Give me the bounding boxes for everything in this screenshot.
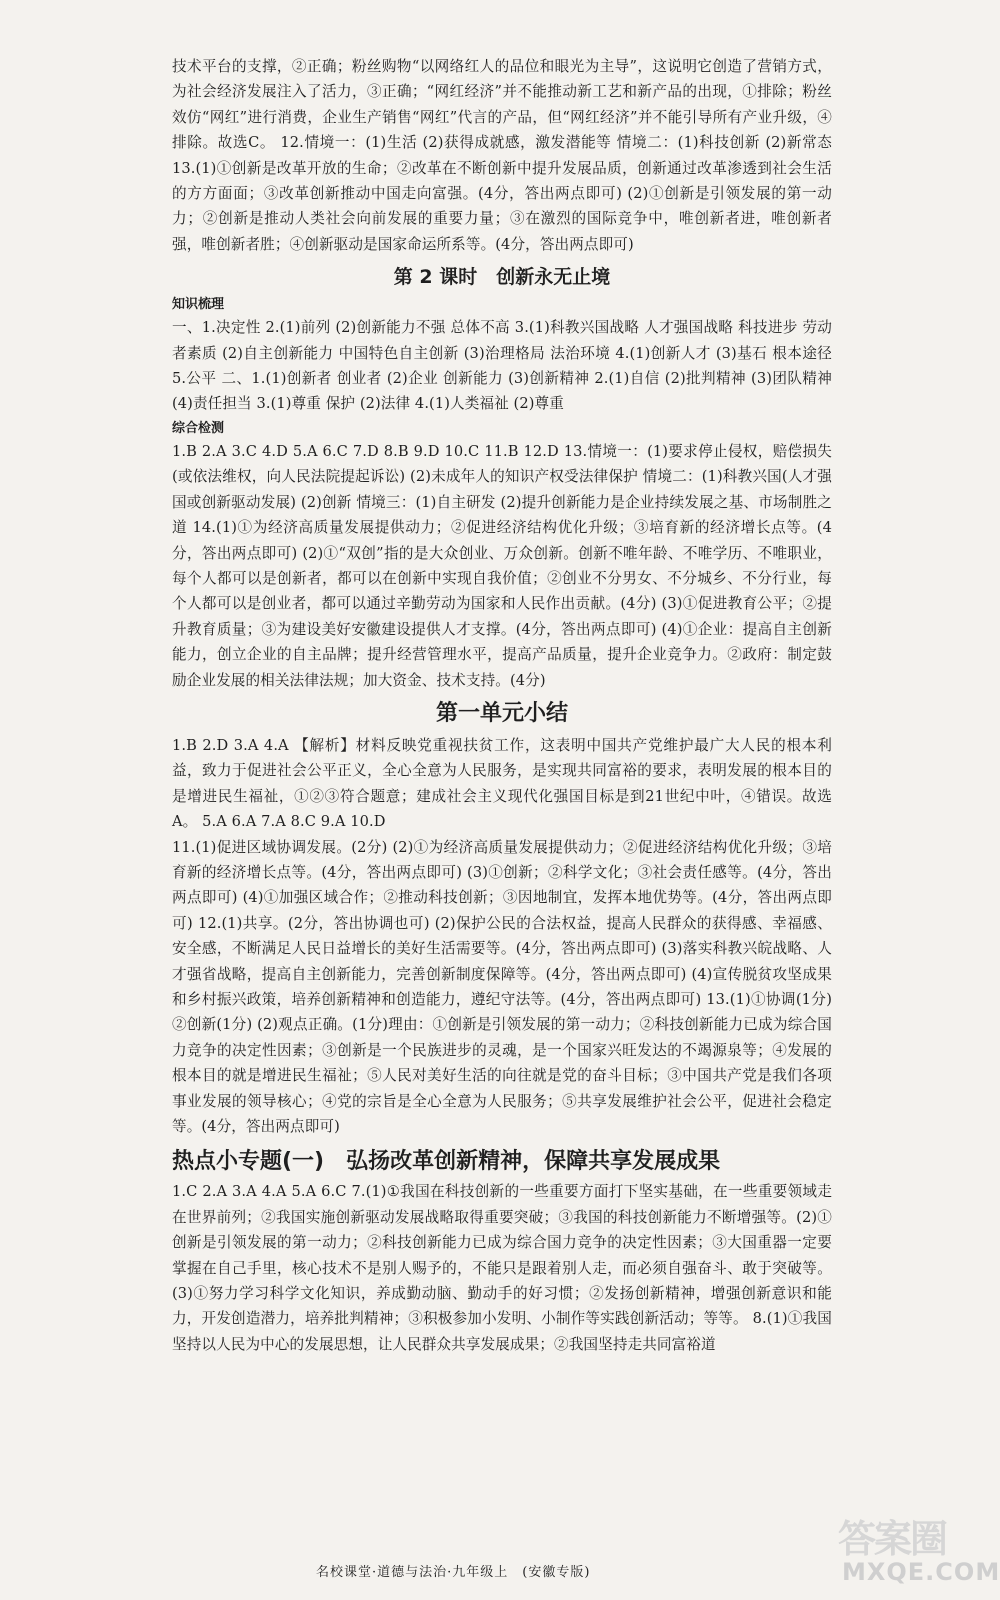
page-footer: 名校课堂·道德与法治·九年级上 (安徽专版) [316, 1565, 591, 1580]
hot-topic-title: 热点小专题(一) 弘扬改革创新精神，保障共享发展成果 [172, 1149, 721, 1175]
test-heading: 综合检测 [172, 420, 225, 436]
answer-column [172, 54, 832, 1357]
watermark [838, 1508, 1000, 1594]
knowledge-heading: 知识梳理 [172, 297, 225, 313]
hot-topic-answers: 1.C 2.A 3.A 4.A 5.A 6.C 7.(1)①我国在科技创新的一些重要方面打下坚实基础，在一些重要领域走在世界前列；②我国实施创新驱动发展战略取得重要突破；③我国的科技创新能力不断增强等。(2)①创新是引领发展的第一动力；②科技创新能力已成为综合国力竞争的决定性因素；③大国重器一定要掌握在自己手里，核心技术不是别人赐予的，不能只是跟着别人走，而必须自强奋斗、敢于突破等。(3)①努力学习科学文化知识，养成勤动脑、勤动手的好习惯；②发扬创新精神，增强创新意识和能力，开发创造潜力，培养批判精神；③积极参加小发明、小制作等实践创新活动；等等。 8.(1)①我国坚持以人民为中心的发展思想，让人民群众共享发展成果；②我国坚持走共同富裕道 [172, 1183, 832, 1353]
knowledge-answers: 一、1.决定性 2.(1)前列 (2)创新能力不强 总体不高 3.(1)科教兴国战略 人才强国战略 科技进步 劳动者素质 (2)自主创新能力 中国特色自主创新 (3)治理格局 法治环境 4.(1)创新人才 (3)基石 根本途径 5.公平 二、1.(1)创新者 创业者 (2)企业 创新能力 (3)创新精神 2.(1)自信 (2)批判精神 (3)团队精神 (4)责任担当 3.(1)尊重 保护 (2)法律 4.(1)人类福祉 (2)尊重 [172, 319, 832, 413]
test-answers: 1.B 2.A 3.C 4.D 5.A 6.C 7.D 8.B 9.D 10.C 11.B 12.D 13.情境一：(1)要求停止侵权，赔偿损失(或依法维权，向人民法院提起诉讼) (2)未成年人的知识产权受法律保护 情境二：(1)科教兴国(人才强国或创新驱动发展) (2)创新 情境三：(1)自主研发 (2)提升创新能力是企业持续发展之基、市场制胜之道 14.(1)①为经济高质量发展提供动力；②促进经济结构优化升级；③培育新的经济增长点等。(4分，答出两点即可) (2)①“双创”指的是大众创业、万众创新。创新不唯年龄、不唯学历、不唯职业，每个人都可以是创新者，都可以在创新中实现自我价值；②创业不分男女、不分城乡、不分行业，每个人都可以是创业者，都可以通过辛勤劳动为国家和人民作出贡献。(4分) (3)①促进教育公平；②提升教育质量；③为建设美好安徽建设提供人才支撑。(4分，答出两点即可) (4)①企业：提高自主创新能力，创立企业的自主品牌；提升经营管理水平，提高产品质量，提升企业竞争力。②政府：制定鼓励企业发展的相关法律法规；加大资金、技术支持。(4分) [172, 442, 832, 689]
unit1-answers-part1: 1.B 2.D 3.A 4.A 【解析】材料反映党重视扶贫工作，这表明中国共产党维护最广大人民的根本利益，致力于促进社会公平正义，全心全意为人民服务，是实现共同富裕的要求，表明发展的根本目的是增进民生福祉，①②③符合题意；建成社会主义现代化强国目标是到21世纪中叶，④错误。故选A。 5.A 6.A 7.A 8.C 9.A 10.D [172, 736, 832, 831]
continued-answer-paragraph: 技术平台的支撑，②正确；粉丝购物“以网络红人的品位和眼光为主导”，这说明它创造了营销方式，为社会经济发展注入了活力，③正确；“网红经济”并不能推动新工艺和新产品的出现，①排除；粉丝效仿“网红”进行消费，企业生产销售“网红”代言的产品，但“网红经济”并不能引导所有产业升级，④排除。故选C。 12.情境一：(1)生活 (2)获得成就感，激发潜能等 情境二：(1)科技创新 (2)新常态 13.(1)①创新是改革开放的生命；②改革在不断创新中提升发展品质，创新通过改革渗透到社会生活的方方面面；③改革创新推动中国走向富强。(4分，答出两点即可) (2)①创新是引领发展的第一动力；②创新是推动人类社会向前发展的重要力量；③在激烈的国际竞争中，唯创新者进，唯创新者强，唯创新者胜；④创新驱动是国家命运所系等。(4分，答出两点即可) [172, 58, 832, 253]
unit1-answers-part2: 11.(1)促进区域协调发展。(2分) (2)①为经济高质量发展提供动力；②促进经济结构优化升级；③培育新的经济增长点等。(4分，答出两点即可) (3)①创新；②科学文化；③社会责任感等。(4分，答出两点即可) (4)①加强区域合作；②推动科技创新；③因地制宜，发挥本地优势等。(4分，答出两点即可) 12.(1)共享。(2分，答出协调也可) (2)保护公民的合法权益，提高人民群众的获得感、幸福感、安全感，不断满足人民日益增长的美好生活需要等。(4分，答出两点即可) (3)落实科教兴皖战略、人才强省战略，提高自主创新能力，完善创新制度保障等。(4分，答出两点即可) (4)宣传脱贫攻坚成果和乡村振兴政策，培养创新精神和创造能力，遵纪守法等。(4分，答出两点即可) 13.(1)①协调(1分) ②创新(1分) (2)观点正确。(1分)理由：①创新是引领发展的第一动力；②科技创新能力已成为综合国力竞争的决定性因素；③创新是一个民族进步的灵魂，是一个国家兴旺发达的不竭源泉等；④发展的根本目的就是增进民生福祉；⑤人民对美好生活的向往就是党的奋斗目标；③中国共产党是我们各项事业发展的领导核心；④党的宗旨是全心全意为人民服务；⑤共享发展维护社会公平，促进社会稳定等。(4分，答出两点即可) [172, 838, 832, 1136]
watermark-url: MXQE.COM [842, 1558, 1000, 1586]
unit1-summary-title: 第一单元小结 [435, 700, 568, 726]
watermark-logo: 答案圈 [838, 1517, 947, 1561]
lesson2-title: 第 2 课时 创新永无止境 [393, 266, 611, 289]
